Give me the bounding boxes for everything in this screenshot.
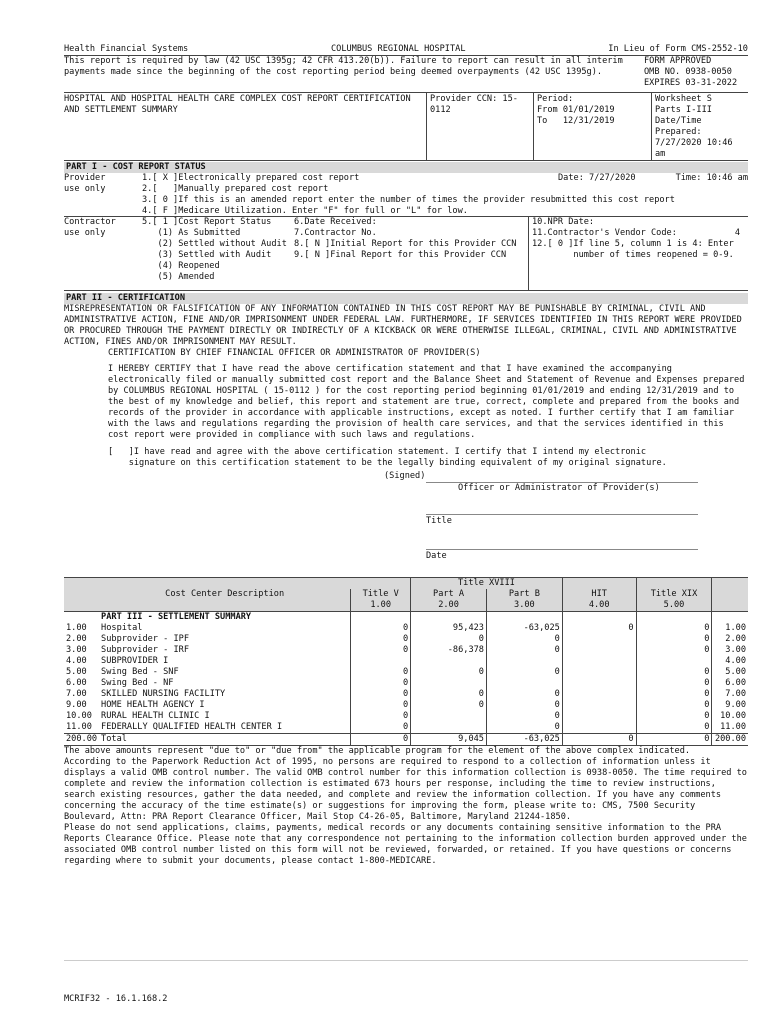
provider-use-label: Provider xyxy=(64,173,106,183)
expiration: EXPIRES 03-31-2022 xyxy=(644,78,738,88)
part-a-cell xyxy=(411,678,487,689)
table-column-numbers: 1.00 2.00 3.00 4.00 5.00 xyxy=(64,600,748,612)
initial-report: 8.[ N ]Initial Report for this Provider CCN xyxy=(294,239,517,249)
law-notice xyxy=(64,55,748,89)
line-number: 2.00 xyxy=(66,634,87,644)
electronic-prepared-item: 1.[ X ]Electronically prepared cost report xyxy=(142,173,360,183)
cost-center-name: Swing Bed - NF xyxy=(101,678,174,688)
omb-number: OMB NO. 0938-0050 xyxy=(644,67,732,77)
part-a-cell: 0 xyxy=(411,667,487,678)
part-b-cell: 0 xyxy=(486,634,562,645)
line-number-right: 9.00 xyxy=(712,700,748,711)
part3-title: PART III - SETTLEMENT SUMMARY xyxy=(101,612,252,622)
footer-id: MCRIF32 - 16.1.168.2 xyxy=(64,994,168,1004)
hit-cell xyxy=(562,689,636,700)
line-number: 11.00 xyxy=(66,722,92,732)
part3-section-row xyxy=(64,612,748,624)
title-xix-cell: 0 xyxy=(636,634,712,645)
misrepresentation-notice: MISREPRESENTATION OR FALSIFICATION OF ANY INFORMATION CONTAINED IN THIS COST REPORT MAY BE PUNISHABLE BY CRIMINAL, CIVIL AND ADMINISTRATIVE ACTION, FINE AND/OR IMPRISONMENT UNDER FEDERAL LAW. FURTHERMORE, IF SERVICES IDENTIFIED IN THIS REPORT WERE PROVIDED OR PROCURED THROUGH THE PAYMENT DIRECTLY OR INDIRECTLY OF A KICKBACK OR WERE OTHERWISE ILLEGAL, CRIMINAL, CIVIL AND ADMINISTRATIVE ACTION, FINES AND/OR IMPRISONMENT MAY RESULT. xyxy=(64,304,742,347)
table-column-header xyxy=(64,589,748,600)
hospital-name: COLUMBUS REGIONAL HOSPITAL xyxy=(330,44,466,54)
officer-label: Officer or Administrator of Provider(s) xyxy=(458,483,660,493)
title-label: Title xyxy=(426,516,452,526)
title-xix-cell: 0 xyxy=(636,689,712,700)
line-number-right: 6.00 xyxy=(712,678,748,689)
esign-agree-statement[interactable]: [ ]I have read and agree with the above certification statement. I certify that I intend my electronic signature on this certification statement to be the legally binding equivalent of my original signature. xyxy=(108,447,667,468)
col-desc-header: Cost Center Description xyxy=(99,589,351,600)
line-number-right: 2.00 xyxy=(712,634,748,645)
contractor-use-label: Contractor xyxy=(64,217,116,227)
hit-cell xyxy=(562,700,636,711)
col-title-xix: Title XIX xyxy=(636,589,712,600)
title-v-cell: 0 xyxy=(351,700,411,711)
table-row xyxy=(64,734,748,746)
cost-center-name: SKILLED NURSING FACILITY xyxy=(101,689,226,699)
cert-heading: CERTIFICATION BY CHIEF FINANCIAL OFFICER OR ADMINISTRATOR OF PROVIDER(S) xyxy=(108,348,481,358)
table-row xyxy=(64,700,748,711)
part1-provider: Provider use only 1.[ X ]Electronically prepared cost report 2.[ ]Manually prepared cost report 3.[ 0 ]If this is an amended report enter the number of times the provider resubmitted this cost report 4.[ F ]Medicare Utilization. Enter "F" for full or "L" for low. Date: 7/27/2020 Time: 10:46 am xyxy=(64,173,748,216)
hit-cell xyxy=(562,656,636,667)
hit-cell xyxy=(562,645,636,656)
worksheet-parts: Parts I-III xyxy=(655,105,712,115)
part-b-cell: 0 xyxy=(486,667,562,678)
line-number: 4.00 xyxy=(66,656,87,666)
title-v-cell: 0 xyxy=(351,645,411,656)
title-xviii-header: Title XVIII xyxy=(411,578,563,590)
part-a-cell: 0 xyxy=(411,689,487,700)
part-a-cell xyxy=(411,656,487,667)
title-xix-cell xyxy=(636,656,712,667)
line-number-right: 10.00 xyxy=(712,711,748,722)
part-a-cell xyxy=(411,722,487,734)
part1-title: PART I - COST REPORT STATUS xyxy=(64,162,748,173)
part-a-cell: 95,423 xyxy=(411,623,487,634)
title-xix-cell: 0 xyxy=(636,645,712,656)
part-a-cell: 9,045 xyxy=(411,734,487,746)
line-number: 9.00 xyxy=(66,700,87,710)
title-v-cell: 0 xyxy=(351,623,411,634)
hit-cell xyxy=(562,722,636,734)
report-title-1: HOSPITAL AND HOSPITAL HEALTH CARE COMPLEX COST REPORT CERTIFICATION xyxy=(64,94,411,104)
part1-contractor: Contractor use only 5.[ 1 ]Cost Report Status (1) As Submitted (2) Settled without Audit (3) Settled with Audit (4) Reopened (5) Amended 6.Date Received: 7.Contractor No. 8.[ N ]Initial Report for this Provider CCN 9.[ N ]Final Report for this Provider CCN 10.NPR Date: 11.Contractor's Vendor Code: 12.[ 0 ]If line 5, column 1 is 4: Enter number of times reopened = 0-9. 4 xyxy=(64,217,748,291)
title-xix-cell: 0 xyxy=(636,700,712,711)
table-row xyxy=(64,689,748,700)
table-row xyxy=(64,656,748,667)
part-b-cell xyxy=(486,656,562,667)
report-header xyxy=(64,44,748,55)
title-v-cell xyxy=(351,656,411,667)
part-b-cell: 0 xyxy=(486,689,562,700)
report-title-2: AND SETTLEMENT SUMMARY xyxy=(64,105,178,115)
period-from: From 01/01/2019 xyxy=(537,105,615,115)
line-number-right: 7.00 xyxy=(712,689,748,700)
title-xix-cell: 0 xyxy=(636,678,712,689)
period-to: To 12/31/2019 xyxy=(537,116,615,126)
cost-center-name: SUBPROVIDER I xyxy=(101,656,169,666)
cost-center-name: Hospital xyxy=(101,623,143,633)
title-xix-cell: 0 xyxy=(636,623,712,634)
part2-title: PART II - CERTIFICATION xyxy=(64,293,748,304)
provider-ccn: Provider CCN: 15-0112 xyxy=(430,94,518,115)
line-number-right: 5.00 xyxy=(712,667,748,678)
date-line[interactable] xyxy=(426,549,698,550)
cert-statement: I HEREBY CERTIFY that I have read the above certification statement and that I have examined the accompanying electronically filed or manually submitted cost report and the Balance Sheet and Statement of Revenue and Expenses prepared by COLUMBUS REGIONAL HOSPITAL ( 15-0112 ) for the cost reporting period beginning 01/01/2019 and ending 12/31/2019 and to the best of my knowledge and belief, this report and statement are true, correct, complete and prepared from the books and records of the provider in accordance with applicable instructions, except as noted. I further certify that I am familiar with the laws and regulations regarding the provision of health care services, and that the services identified in this cost report were provided in compliance with such laws and regulations. xyxy=(108,364,745,440)
line-number: 10.00 xyxy=(66,711,92,721)
cost-center-name: HOME HEALTH AGENCY I xyxy=(101,700,205,710)
title-v-cell: 0 xyxy=(351,667,411,678)
prepared-value: 7/27/2020 10:46 am xyxy=(655,138,733,159)
table-row xyxy=(64,678,748,689)
law-line-2: payments made since the beginning of the cost reporting period being deemed overpayments (42 USC 1395g). xyxy=(64,67,603,77)
table-row xyxy=(64,722,748,734)
cost-report-page xyxy=(64,44,748,867)
form-approved: FORM APPROVED xyxy=(644,56,712,66)
line-number-right: 3.00 xyxy=(712,645,748,656)
part-a-cell: -86,378 xyxy=(411,645,487,656)
table-row xyxy=(64,623,748,634)
line-number: 200.00 xyxy=(66,734,98,744)
title-xix-cell: 0 xyxy=(636,734,712,746)
vendor-code-label: 11.Contractor's Vendor Code: xyxy=(532,228,677,238)
report-date: Date: 7/27/2020 xyxy=(558,173,636,183)
table-group-header xyxy=(64,578,748,590)
cost-center-name: Subprovider - IRF xyxy=(101,645,190,655)
line-number: 7.00 xyxy=(66,689,87,699)
period-label: Period: xyxy=(537,94,574,104)
footer-notice xyxy=(64,745,748,867)
hit-cell: 0 xyxy=(562,623,636,634)
part-b-cell: 0 xyxy=(486,722,562,734)
page-divider xyxy=(64,960,748,961)
title-v-cell: 0 xyxy=(351,722,411,734)
cost-center-name: RURAL HEALTH CLINIC I xyxy=(101,711,210,721)
prepared-label: Date/Time Prepared: xyxy=(655,116,702,137)
part-a-cell: 0 xyxy=(411,634,487,645)
law-line-1: This report is required by law (42 USC 1395g; 42 CFR 413.20(b)). Failure to report can result in all interim xyxy=(64,56,623,66)
final-report: 9.[ N ]Final Report for this Provider CCN xyxy=(294,250,507,260)
title-v-cell: 0 xyxy=(351,734,411,746)
title-line[interactable] xyxy=(426,514,698,515)
hit-cell xyxy=(562,634,636,645)
npr-date: 10.NPR Date: xyxy=(532,217,595,227)
signed-label: (Signed) xyxy=(384,471,426,481)
line-number: 3.00 xyxy=(66,645,87,655)
part-a-cell xyxy=(411,711,487,722)
amended-item: 3.[ 0 ]If this is an amended report enter the number of times the provider resubmitted this cost report xyxy=(142,195,675,205)
col-part-b: Part B xyxy=(486,589,562,600)
hit-cell xyxy=(562,678,636,689)
org-name: Health Financial Systems xyxy=(64,44,189,54)
col-hit: HIT xyxy=(562,589,636,600)
vendor-code-value: 4 xyxy=(734,228,740,238)
part-b-cell: 0 xyxy=(486,700,562,711)
date-received: 6.Date Received: xyxy=(294,217,377,227)
title-v-cell: 0 xyxy=(351,689,411,700)
line-number: 6.00 xyxy=(66,678,87,688)
line-number-right: 1.00 xyxy=(712,623,748,634)
cost-center-name: FEDERALLY QUALIFIED HEALTH CENTER I xyxy=(101,722,283,732)
title-v-cell: 0 xyxy=(351,711,411,722)
title-v-cell: 0 xyxy=(351,678,411,689)
title-xix-cell: 0 xyxy=(636,711,712,722)
part-b-cell: -63,025 xyxy=(486,623,562,634)
part-b-cell: 0 xyxy=(486,711,562,722)
worksheet-id: Worksheet S xyxy=(655,94,712,104)
line-number-right: 4.00 xyxy=(712,656,748,667)
part-b-cell xyxy=(486,678,562,689)
title-v-cell: 0 xyxy=(351,634,411,645)
date-label: Date xyxy=(426,551,447,561)
table-row xyxy=(64,667,748,678)
paperwork-notice: The above amounts represent "due to" or "due from" the applicable program for the element of the above complex indicated. According to the Paperwork Reduction Act of 1995, no persons are required to respond to a collection of information unless it displays a valid OMB control number. The valid OMB control number for this information collection is 0938-0050. The time required to complete and review the information collection is estimated 673 hours per response, including the time to review instructions, search existing resources, gather the data needed, and complete and review the information collection. If you have any comments concerning the accuracy of the time estimate(s) or suggestions for improving the form, please write to: CMS, 7500 Security Boulevard, Attn: PRA Report Clearance Officer, Mail Stop C4-26-05, Baltimore, Maryland 21244-1850. Please do not send applications, claims, payments, medical records or any documents containing sensitive information to the PRA Reports Clearance Office. Please note that any correspondence not pertaining to the information collection burden approved under the associated OMB control number listed on this form will not be reviewed, forwarded, or retained. If you have questions or concerns regarding where to submit your documents, please contact 1-800-MEDICARE. xyxy=(64,746,747,866)
part-a-cell: 0 xyxy=(411,700,487,711)
part-b-cell: -63,025 xyxy=(486,734,562,746)
hit-cell xyxy=(562,667,636,678)
col-title-v: Title V xyxy=(351,589,411,600)
manual-prepared-item: 2.[ ]Manually prepared cost report xyxy=(142,184,329,194)
part-b-cell: 0 xyxy=(486,645,562,656)
settlement-summary-table xyxy=(64,577,748,745)
line-number: 5.00 xyxy=(66,667,87,677)
line-number: 1.00 xyxy=(66,623,87,633)
signature-area xyxy=(64,469,748,577)
title-block xyxy=(64,92,748,161)
cost-center-name: Subprovider - IPF xyxy=(101,634,190,644)
form-reference: In Lieu of Form CMS-2552-10 xyxy=(608,44,748,54)
utilization-item: 4.[ F ]Medicare Utilization. Enter "F" for full or "L" for low. xyxy=(142,206,468,216)
line-number-right: 11.00 xyxy=(712,722,748,734)
col-part-a: Part A xyxy=(411,589,487,600)
cost-center-name: Swing Bed - SNF xyxy=(101,667,179,677)
reopened-label: 12.[ 0 ]If line 5, column 1 is 4: Enter xyxy=(532,239,734,249)
contractor-number: 7.Contractor No. xyxy=(294,228,377,238)
title-xix-cell: 0 xyxy=(636,667,712,678)
cost-report-status: 5.[ 1 ]Cost Report Status xyxy=(142,217,272,227)
report-time: Time: 10:46 am xyxy=(675,173,748,183)
cost-center-name: Total xyxy=(101,734,127,744)
line-number-right: 200.00 xyxy=(712,734,748,746)
table-row xyxy=(64,645,748,656)
table-row xyxy=(64,711,748,722)
certification-block xyxy=(64,348,748,469)
table-row xyxy=(64,634,748,645)
title-xix-cell: 0 xyxy=(636,722,712,734)
hit-cell xyxy=(562,711,636,722)
hit-cell: 0 xyxy=(562,734,636,746)
